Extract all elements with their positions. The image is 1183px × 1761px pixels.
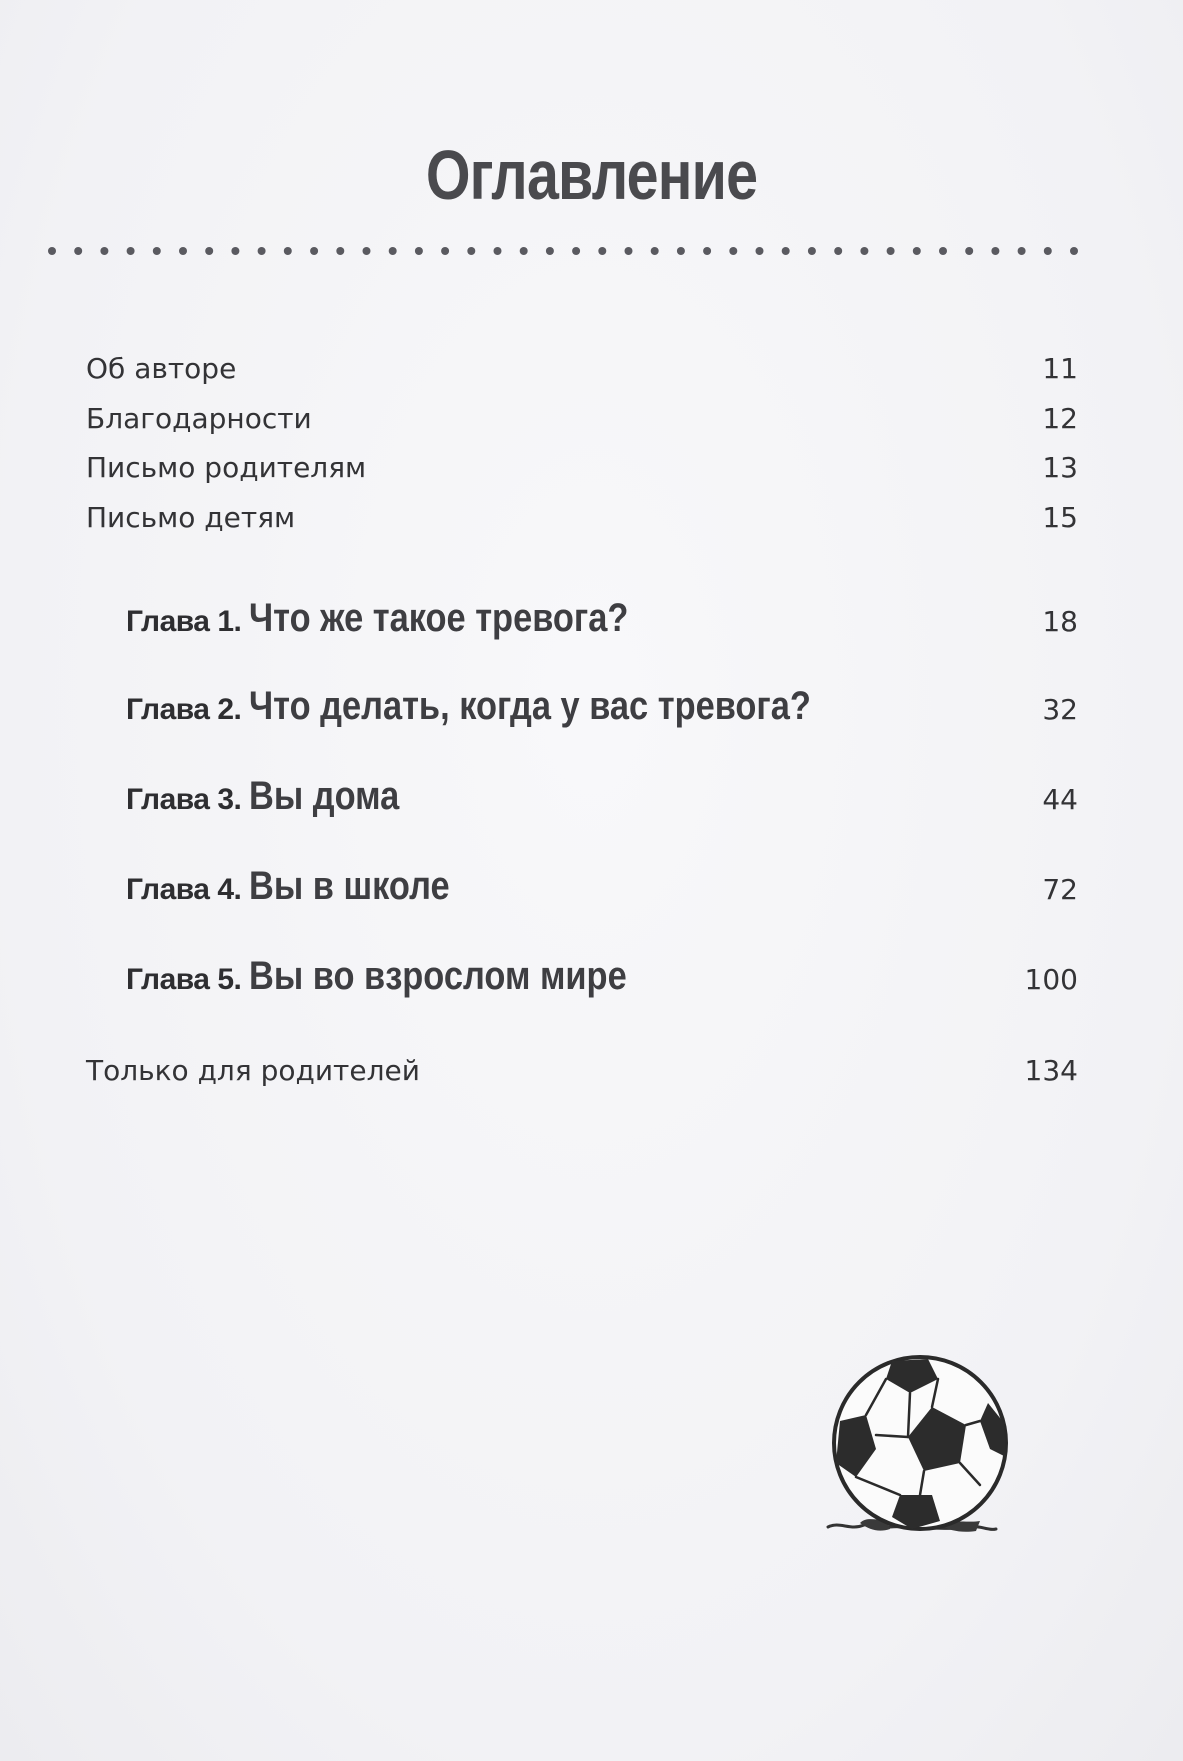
toc-entry-page: 15 [1042, 501, 1078, 534]
divider-dot [939, 247, 947, 255]
chapter-page: 72 [1042, 873, 1078, 906]
divider-dot [860, 247, 868, 255]
divider-dot [363, 247, 371, 255]
divider-dot [782, 247, 790, 255]
divider-dot [494, 247, 502, 255]
toc-entry-letter-children[interactable] [86, 501, 1078, 534]
divider-dot [520, 247, 528, 255]
chapter-page: 100 [1024, 963, 1078, 996]
toc-chapter-1[interactable] [126, 596, 1078, 641]
chapter-number: Глава 1. [126, 605, 242, 638]
divider-dot [703, 247, 711, 255]
divider-dot [389, 247, 397, 255]
divider-dot [965, 247, 973, 255]
toc-entry-letter-parents[interactable] [86, 451, 1078, 484]
toc-entry-acknowledgements[interactable] [86, 402, 1078, 435]
divider-dot [205, 247, 213, 255]
toc-chapter-5[interactable] [126, 954, 1078, 999]
toc-entry-label: Благодарности [86, 402, 312, 435]
divider-dot [153, 247, 161, 255]
toc-entry-page: 134 [1024, 1054, 1078, 1087]
chapter-title: Вы в школе [249, 864, 450, 908]
toc-entry-for-parents[interactable] [86, 1054, 1078, 1087]
divider-dot [441, 247, 449, 255]
chapter-number: Глава 3. [126, 783, 242, 816]
divider-dot [415, 247, 423, 255]
chapter-title: Что же такое тревога? [249, 596, 629, 640]
page-title: Оглавление [425, 136, 758, 214]
dotted-divider [48, 244, 1078, 258]
divider-dot [598, 247, 606, 255]
chapter-title: Что делать, когда у вас тревога? [249, 684, 812, 728]
toc-entry-label: Письмо родителям [86, 451, 367, 484]
divider-dot [887, 247, 895, 255]
chapter-number: Глава 2. [126, 693, 242, 726]
divider-dot [284, 247, 292, 255]
divider-dot [100, 247, 108, 255]
divider-dot [729, 247, 737, 255]
divider-dot [808, 247, 816, 255]
divider-dot [991, 247, 999, 255]
divider-dot [258, 247, 266, 255]
divider-dot [1018, 247, 1026, 255]
divider-dot [231, 247, 239, 255]
divider-dot [1070, 247, 1078, 255]
divider-dot [1044, 247, 1052, 255]
toc-chapter-3[interactable] [126, 774, 1078, 819]
divider-dot [572, 247, 580, 255]
divider-dot [336, 247, 344, 255]
chapter-number: Глава 5. [126, 963, 242, 996]
divider-dot [74, 247, 82, 255]
divider-dot [546, 247, 554, 255]
chapter-title: Вы во взрослом мире [249, 954, 628, 998]
toc-entry-page: 13 [1042, 451, 1078, 484]
toc-entry-page: 11 [1042, 352, 1078, 385]
divider-dot [834, 247, 842, 255]
divider-dot [127, 247, 135, 255]
toc-entry-label: Об авторе [86, 352, 237, 385]
toc-chapter-4[interactable] [126, 864, 1078, 909]
divider-dot [625, 247, 633, 255]
toc-entry-label: Только для родителей [86, 1054, 420, 1087]
chapter-page: 32 [1042, 693, 1078, 726]
divider-dot [913, 247, 921, 255]
chapter-page: 18 [1042, 605, 1078, 638]
toc-entry-page: 12 [1042, 402, 1078, 435]
chapter-title: Вы дома [249, 774, 400, 818]
chapter-page: 44 [1042, 783, 1078, 816]
divider-dot [651, 247, 659, 255]
divider-dot [467, 247, 475, 255]
soccer-ball-icon [820, 1345, 1020, 1545]
toc-entry-label: Письмо детям [86, 501, 296, 534]
divider-dot [677, 247, 685, 255]
toc-entry-about-author[interactable] [86, 352, 1078, 385]
divider-dot [310, 247, 318, 255]
divider-dot [179, 247, 187, 255]
toc-chapter-2[interactable] [126, 684, 1078, 729]
divider-dot [48, 247, 56, 255]
divider-dot [756, 247, 764, 255]
chapter-number: Глава 4. [126, 873, 242, 906]
